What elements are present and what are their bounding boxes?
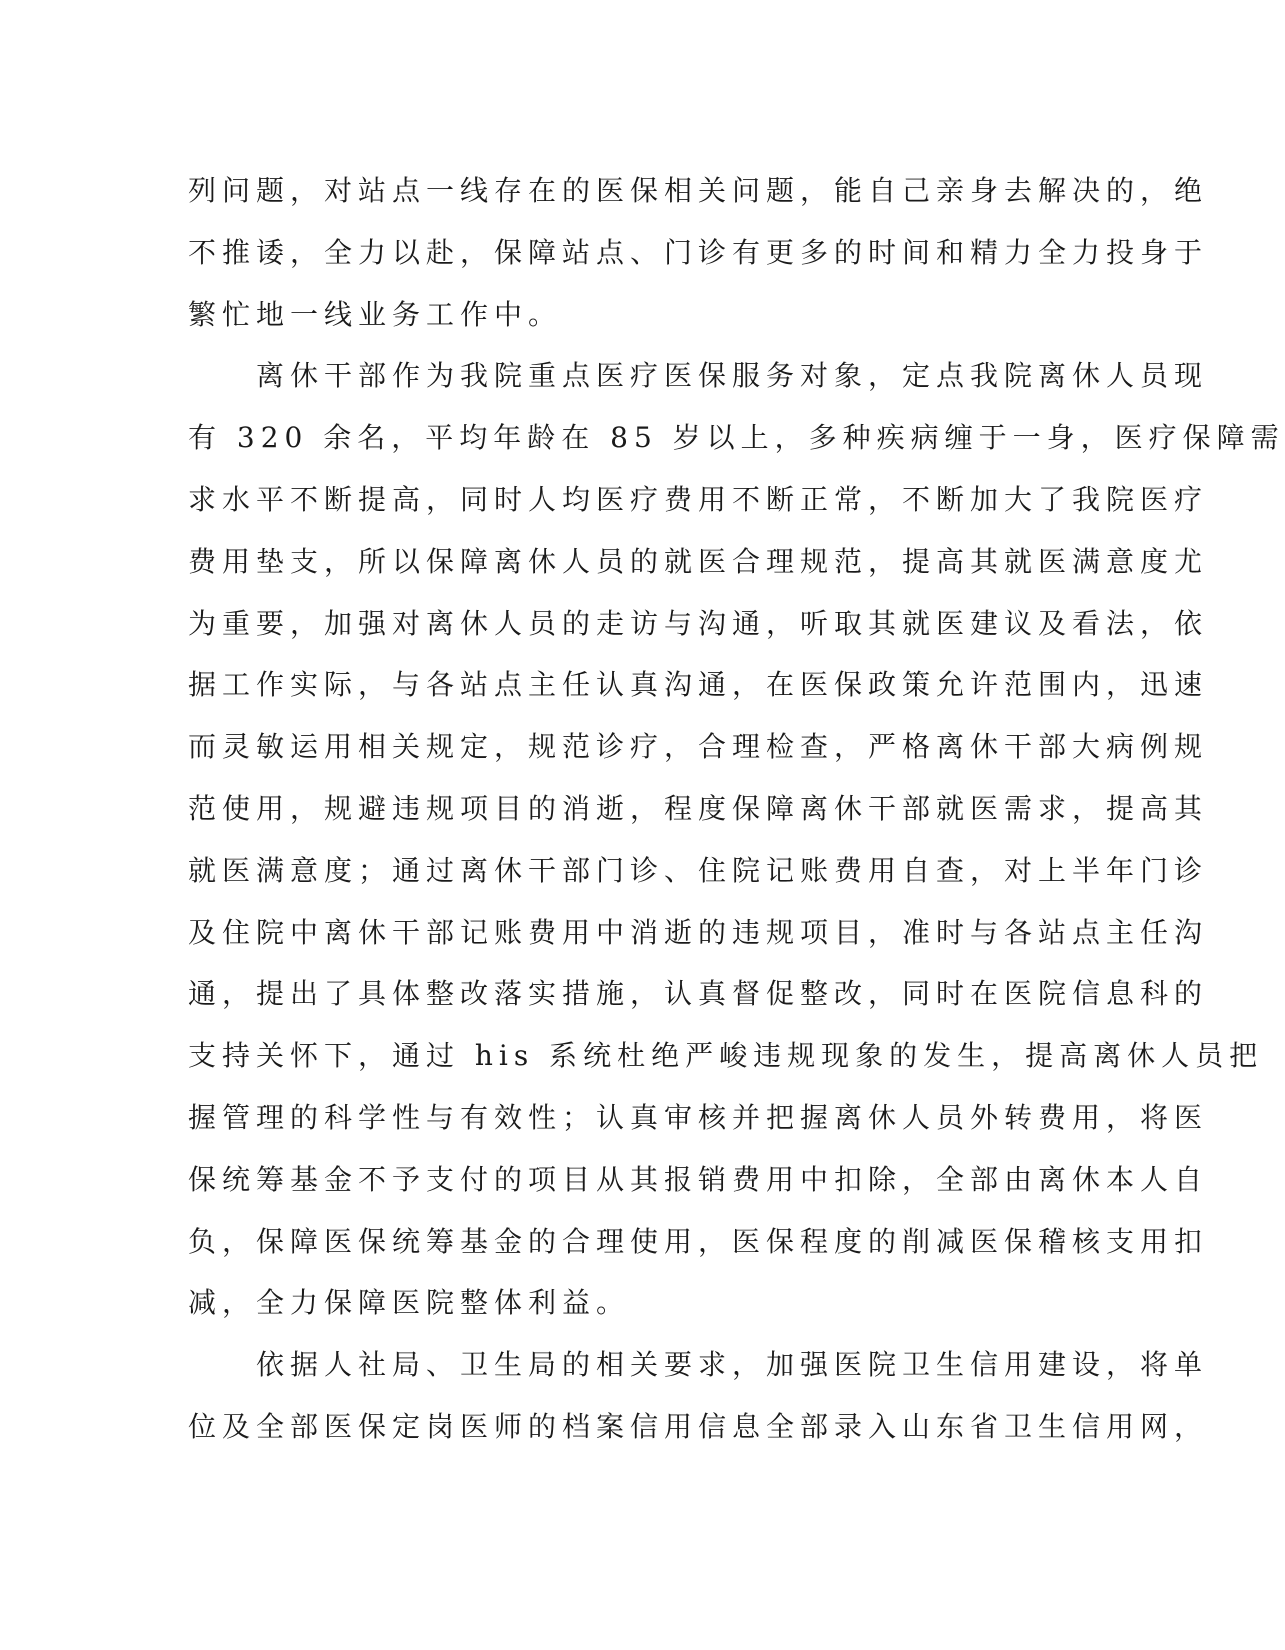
text-line: 而灵敏运用相关规定，规范诊疗，合理检查，严格离休干部大病例规: [188, 730, 1209, 764]
text-line: 费用垫支，所以保障离休人员的就医合理规范，提高其就医满意度尤: [188, 544, 1209, 578]
text-line: 握管理的科学性与有效性；认真审核并把握离休人员外转费用，将医: [188, 1100, 1209, 1134]
text-line: 及住院中离休干部记账费用中消逝的违规项目，准时与各站点主任沟: [188, 915, 1209, 949]
text-line: 依据人社局、卫生局的相关要求，加强医院卫生信用建设，将单: [188, 1348, 1209, 1382]
text-line: 繁忙地一线业务工作中。: [188, 297, 563, 331]
text-line: 离休干部作为我院重点医疗医保服务对象，定点我院离休人员现: [188, 359, 1209, 393]
text-line: 列问题，对站点一线存在的医保相关问题，能自己亲身去解决的，绝: [188, 174, 1209, 207]
text-line: 就医满意度；通过离休干部门诊、住院记账费用自查，对上半年门诊: [188, 853, 1209, 887]
text-line: 有 320 余名，平均年龄在 85 岁以上，多种疾病缠于一身，医疗保障需: [188, 421, 1285, 455]
text-line: 据工作实际，与各站点主任认真沟通，在医保政策允许范围内，迅速: [188, 668, 1209, 702]
text-line: 不推诿，全力以赴，保障站点、门诊有更多的时间和精力全力投身于: [188, 235, 1209, 269]
text-line: 支持关怀下，通过 his 系统杜绝严峻违规现象的发生，提高离休人员把: [188, 1039, 1264, 1073]
text-line: 减，全力保障医院整体利益。: [188, 1286, 631, 1320]
text-line: 位及全部医保定岗医师的档案信用信息全部录入山东省卫生信用网，: [188, 1409, 1209, 1443]
document-body: [188, 160, 1285, 1458]
text-line: 求水平不断提高，同时人均医疗费用不断正常，不断加大了我院医疗: [188, 482, 1209, 516]
text-line: 通，提出了具体整改落实措施，认真督促整改，同时在医院信息科的: [188, 977, 1209, 1011]
text-line: 为重要，加强对离休人员的走访与沟通，听取其就医建议及看法，依: [188, 606, 1209, 640]
text-line: 范使用，规避违规项目的消逝，程度保障离休干部就医需求，提高其: [188, 791, 1209, 825]
text-line: 保统筹基金不予支付的项目从其报销费用中扣除，全部由离休本人自: [188, 1162, 1209, 1196]
text-line: 负，保障医保统筹基金的合理使用，医保程度的削减医保稽核支用扣: [188, 1224, 1209, 1258]
